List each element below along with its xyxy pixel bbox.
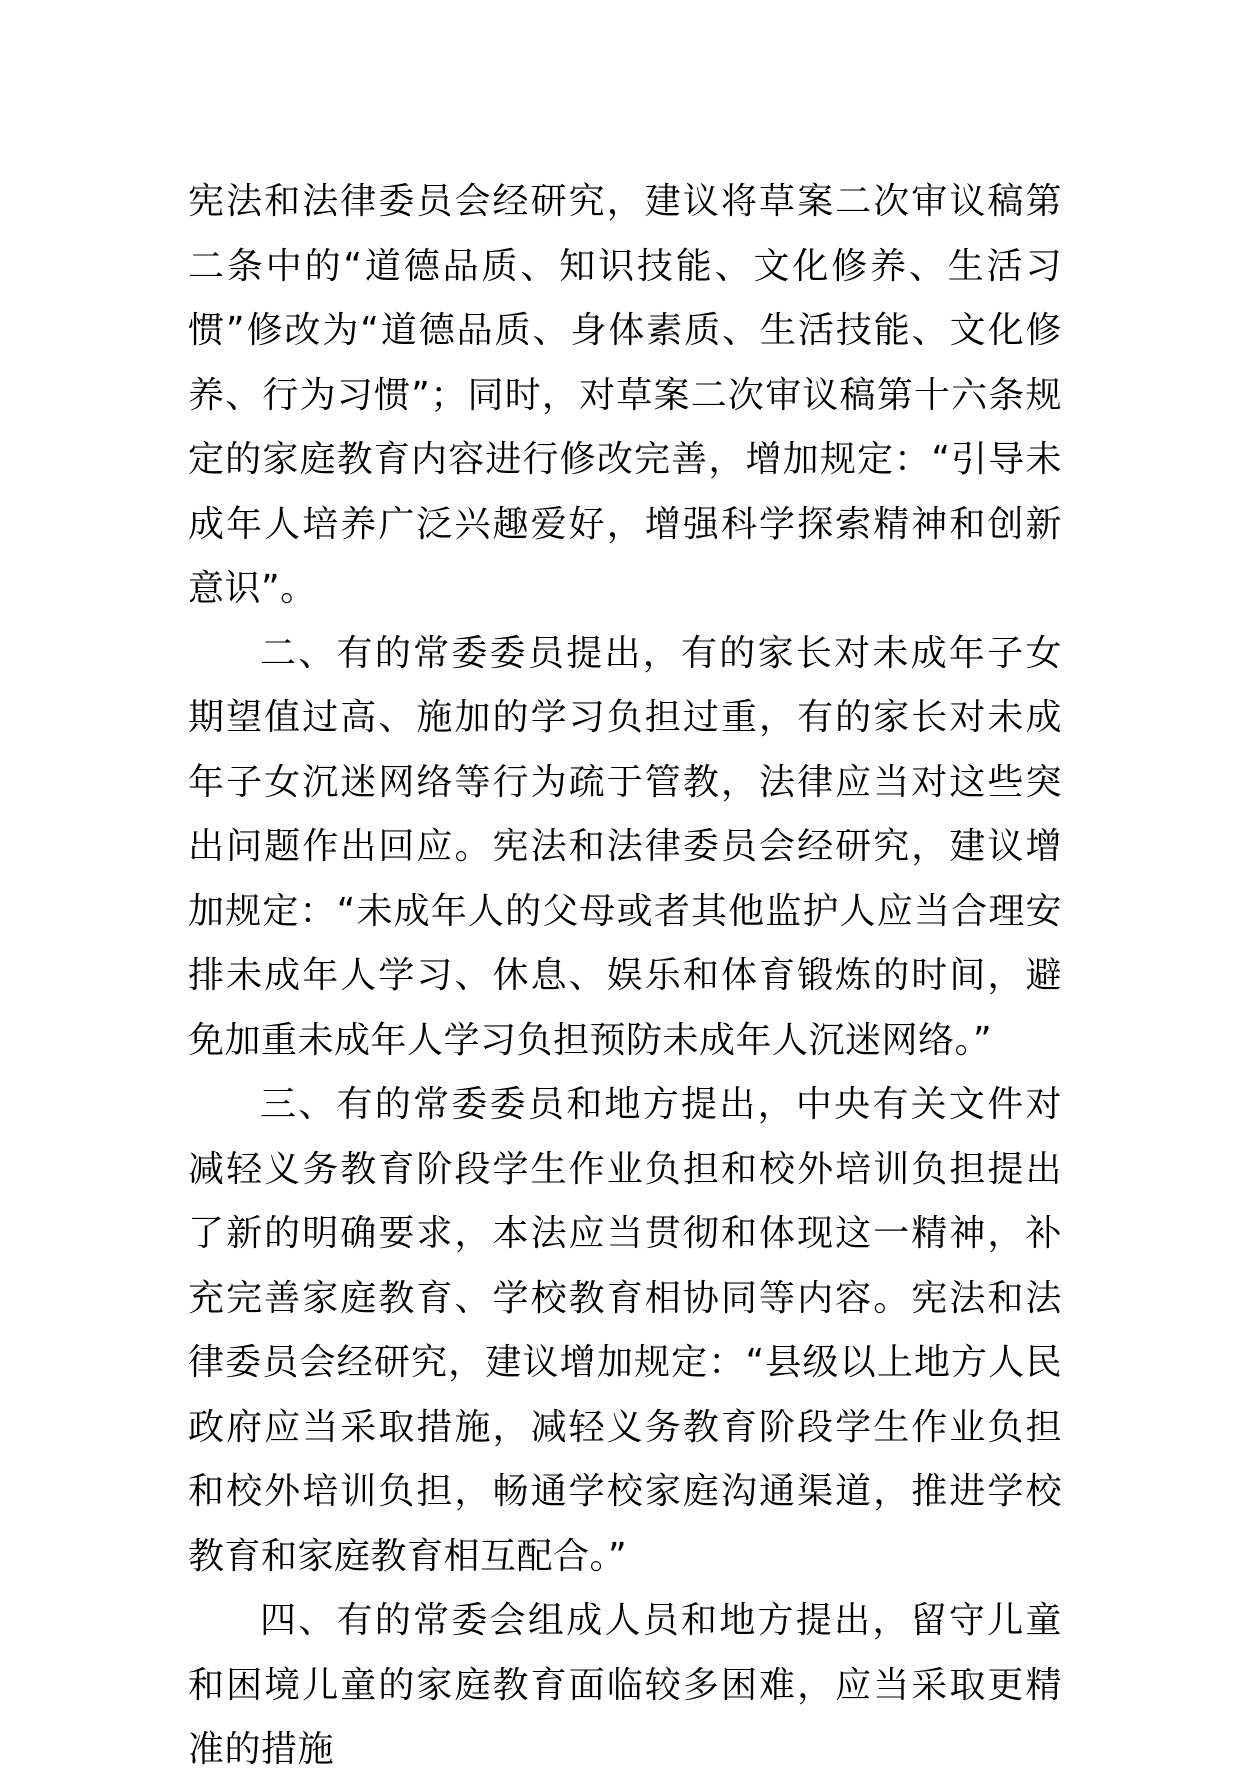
paragraph-continued: 宪法和法律委员会经研究，建议将草案二次审议稿第二条中的“道德品质、知识技能、文化修养、生活习惯”修改为“道德品质、身体素质、生活技能、文化修养、行为习惯”；同时，对草案二次审议稿第十六条规定的家庭教育内容进行修改完善，增加规定：“引导未成年人培养广泛兴趣爱好，增强科学探索精神和创新意识”。 <box>188 181 1062 609</box>
document-body <box>188 170 1062 1783</box>
paragraph-item-four: 四、有的常委会组成人员和地方提出，留守儿童和困境儿童的家庭教育面临较多困难，应当采取更精准的措施 <box>188 1600 1062 1770</box>
paragraph-item-three: 三、有的常委委员和地方提出，中央有关文件对减轻义务教育阶段学生作业负担和校外培训负担提出了新的明确要求，本法应当贯彻和体现这一精神，补充完善家庭教育、学校教育相协同等内容。宪法和法律委员会经研究，建议增加规定：“县级以上地方人民政府应当采取措施，减轻义务教育阶段学生作业负担和校外培训负担，畅通学校家庭沟通渠道，推进学校教育和家庭教育相互配合。” <box>188 1084 1062 1577</box>
paragraph-item-two: 二、有的常委委员提出，有的家长对未成年子女期望值过高、施加的学习负担过重，有的家长对未成年子女沉迷网络等行为疏于管教，法律应当对这些突出问题作出回应。宪法和法律委员会经研究，建议增加规定：“未成年人的父母或者其他监护人应当合理安排未成年人学习、休息、娱乐和体育锻炼的时间，避免加重未成年人学习负担预防未成年人沉迷网络。” <box>188 632 1062 1061</box>
